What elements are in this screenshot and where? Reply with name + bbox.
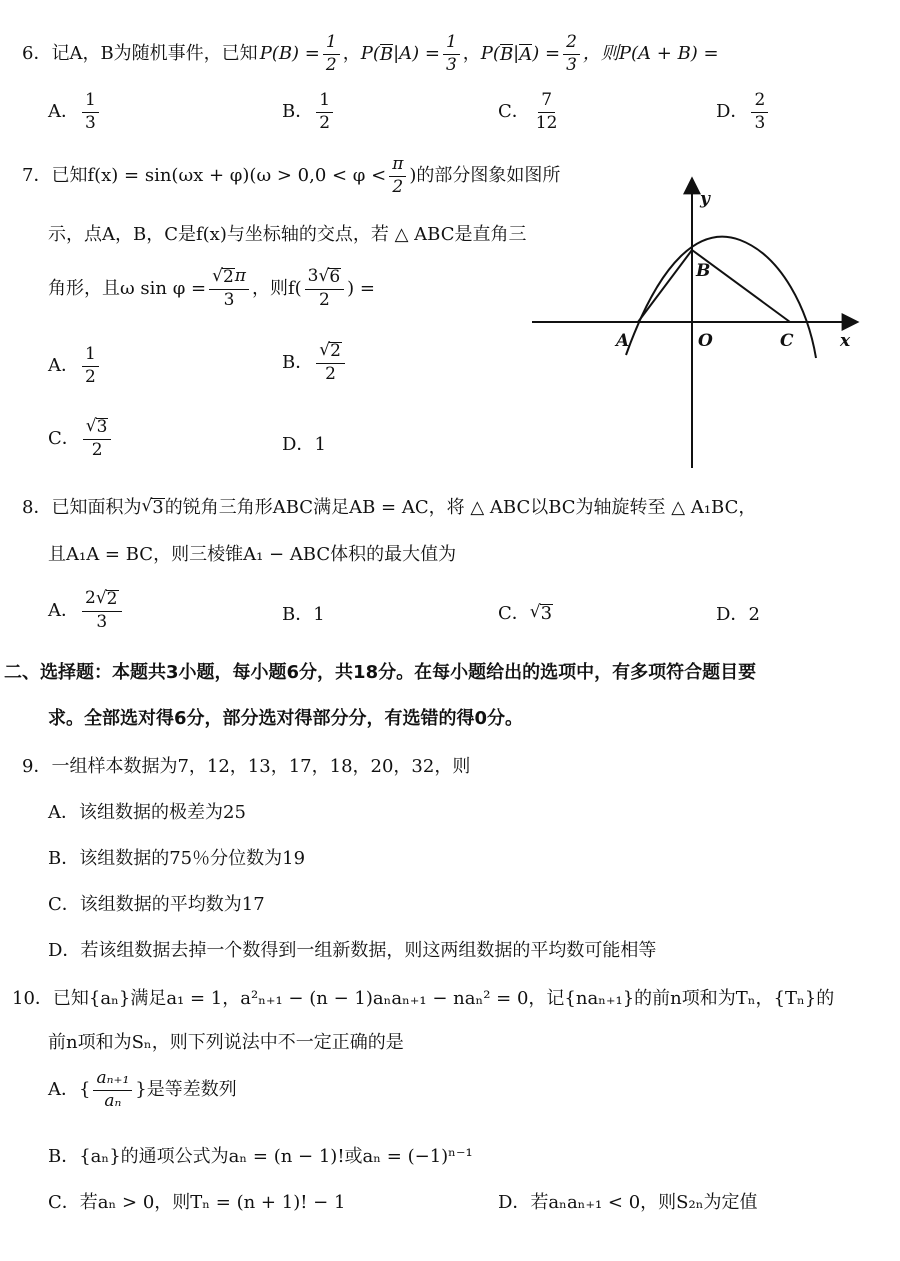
radical-sign: √	[85, 416, 97, 436]
q7-line-1	[22, 156, 560, 197]
q6-given-3-bar-2: A	[519, 44, 533, 66]
q6-given-3-mid: |	[513, 43, 520, 65]
q6-given-1-frac	[323, 34, 340, 75]
frac-den: aₙ	[104, 1090, 122, 1111]
option-text: 该组数据的75％分位数为19	[79, 848, 306, 869]
q6-stem-pre: 记A，B为随机事件，已知	[51, 43, 258, 65]
frac-den: 2	[85, 366, 96, 387]
q6-option-c	[498, 92, 563, 133]
q7-graph-figure	[520, 170, 870, 475]
radicand: 3	[96, 417, 108, 437]
q7-line-3	[48, 268, 375, 310]
q8-line-1-pre: 已知面积为	[51, 496, 142, 518]
radicand: 2	[222, 267, 234, 287]
q6-given-2	[361, 34, 463, 75]
option-text: 1	[314, 434, 326, 455]
q8-line-1	[22, 498, 756, 518]
q9-option-a	[48, 804, 246, 822]
frac-num: 1	[82, 92, 99, 113]
sqrt	[319, 342, 342, 361]
q6-given-1	[260, 34, 343, 75]
q7-line-1-post: )的部分图象如图所	[409, 165, 561, 187]
option-frac	[83, 418, 112, 460]
option-label: C．	[48, 894, 80, 915]
q6-option-a	[48, 92, 102, 133]
q8-option-c	[498, 604, 553, 624]
q7-line-3-frac	[209, 268, 249, 310]
frac-den: 3	[85, 112, 96, 133]
q8-line-1-post: 的锐角三角形ABC满足AB = AC，将 △ ABC以BC为轴旋转至 △ A₁BC，	[164, 496, 757, 518]
frac-num	[209, 268, 249, 290]
option-label: B．	[282, 604, 314, 625]
frac-num: aₙ₊₁	[93, 1070, 132, 1091]
frac-num: 1	[443, 34, 460, 55]
q6-given-3-bar-1: B	[499, 44, 514, 66]
q9-stem	[22, 758, 470, 776]
q10-option-b	[48, 1148, 473, 1166]
brace-open: {	[79, 1079, 91, 1101]
frac-num: 2	[563, 34, 580, 55]
frac-num	[305, 268, 345, 290]
frac-num	[82, 590, 122, 612]
q10-number: 10．	[12, 988, 53, 1009]
frac-den: 3	[445, 54, 457, 75]
q10-option-c	[48, 1194, 345, 1212]
q7-option-d	[282, 436, 326, 454]
frac-num: π	[389, 156, 406, 177]
frac-den: 3	[223, 289, 235, 310]
q7-line-3-post: ) =	[347, 277, 375, 299]
frac-num: 1	[323, 34, 340, 55]
q10-line-2: 前n项和为Sₙ，则下列说法中不一定正确的是	[48, 1032, 404, 1053]
radical-sign: √	[319, 340, 331, 360]
q7-option-a	[48, 346, 102, 387]
frac-den: 2	[325, 363, 336, 384]
label-x: x	[840, 331, 851, 351]
option-frac	[82, 92, 99, 133]
radicand: 2	[330, 341, 341, 361]
option-text: 若aₙaₙ₊₁ < 0，则S₂ₙ为定值	[530, 1192, 758, 1213]
q6-given-3-lhs-b: ) =	[532, 43, 561, 65]
frac-den: 3	[96, 611, 108, 632]
frac-den: 3	[754, 112, 766, 133]
frac-num	[83, 418, 112, 440]
q10-line-1	[12, 990, 834, 1008]
option-frac	[82, 346, 99, 387]
coef: 3	[307, 266, 319, 286]
q6-given-3-frac	[563, 34, 580, 75]
label-o: O	[698, 331, 713, 351]
sqrt	[212, 268, 235, 287]
q8-option-b	[282, 606, 325, 624]
option-label: A．	[48, 599, 79, 621]
option-frac	[93, 1070, 132, 1111]
frac-den: 2	[325, 54, 337, 75]
q7-option-b	[282, 342, 348, 384]
q9-option-d	[48, 942, 656, 960]
radical-sign: √	[141, 496, 153, 516]
q6-given-3-lhs-a: P(	[480, 43, 500, 65]
q8-number: 8．	[22, 496, 52, 518]
option-frac	[316, 92, 333, 133]
q6-sep: ，	[462, 43, 481, 65]
option-label: C．	[48, 427, 80, 449]
q6-number: 6．	[22, 43, 52, 65]
q6-stem	[22, 34, 719, 75]
q8-line-2: 且A₁A = BC，则三棱锥A₁ − ABC体积的最大值为	[48, 544, 457, 565]
radicand: 3	[152, 497, 164, 518]
label-c: C	[780, 331, 794, 351]
option-frac	[751, 92, 768, 133]
frac-den: 3	[566, 54, 577, 75]
q9-option-b	[48, 850, 305, 868]
option-text: }是等差数列	[135, 1079, 237, 1101]
q8-option-a	[48, 590, 125, 632]
option-label: B．	[48, 1146, 80, 1167]
q6-given-2-frac	[443, 34, 460, 75]
option-frac	[82, 590, 122, 632]
radical-sign: √	[529, 602, 541, 622]
q6-option-d	[716, 92, 771, 133]
option-text: 该组数据的平均数为17	[79, 894, 265, 915]
frac-den: 2	[319, 112, 331, 133]
q6-given-1-lhs: P(B) =	[259, 43, 320, 65]
option-label: D．	[716, 604, 749, 625]
q6-stem-end: ，则P(A + B) =	[582, 43, 719, 65]
radicand: 3	[540, 603, 553, 624]
frac-den: 2	[319, 289, 330, 310]
q7-line-3-pre: 角形，且ω sin φ =	[48, 277, 207, 299]
num-tail: π	[234, 266, 246, 286]
option-label: B．	[48, 848, 80, 869]
frac-den: 2	[91, 439, 103, 460]
segment-ab	[638, 250, 692, 322]
sqrt	[141, 498, 164, 518]
option-frac	[316, 342, 345, 384]
q10-line-1-text: 已知{aₙ}满足a₁ = 1，a²ₙ₊₁ − (n − 1)aₙaₙ₊₁ − naₙ² = 0，记{naₙ₊₁}的前n项和为Tₙ，{Tₙ}的	[52, 988, 835, 1009]
option-label: D．	[498, 1192, 531, 1213]
sqrt	[86, 418, 109, 437]
radical-sign: √	[95, 588, 107, 608]
frac-num: 1	[82, 346, 99, 367]
label-b: B	[696, 261, 711, 281]
coef: 2	[85, 588, 96, 608]
frac-num	[316, 342, 345, 364]
q6-given-2-lhs-b: |A) =	[393, 43, 440, 65]
q6-sep: ，	[342, 43, 361, 65]
label-y: y	[700, 189, 710, 209]
q7-line-1-pre: 已知f(x) = sin(ωx + φ)(ω > 0,0 < φ <	[51, 165, 387, 187]
option-text: 若该组数据去掉一个数得到一组新数据，则这两组数据的平均数可能相等	[80, 940, 657, 961]
frac-den: 2	[392, 176, 404, 197]
option-label: C．	[48, 1192, 80, 1213]
q7-number: 7．	[22, 165, 52, 187]
option-text: {aₙ}的通项公式为aₙ = (n − 1)!或aₙ = (−1)ⁿ⁻¹	[79, 1146, 473, 1167]
option-label: C．	[498, 101, 530, 123]
option-label: D．	[716, 101, 749, 123]
q7-line-3-arg	[305, 268, 345, 310]
q6-given-2-bar: B	[379, 44, 394, 66]
option-label: D．	[282, 434, 315, 455]
sqrt	[319, 268, 342, 287]
option-label: B．	[282, 101, 314, 123]
q9-stem-text: 一组样本数据为7，12，13，17，18，20，32，则	[51, 756, 471, 777]
q6-option-b	[282, 92, 336, 133]
option-label: D．	[48, 940, 81, 961]
option-label: B．	[282, 351, 314, 373]
q10-option-a	[48, 1070, 237, 1111]
option-label: A．	[48, 1079, 79, 1101]
option-text: 若aₙ > 0，则Tₙ = (n + 1)! − 1	[79, 1192, 346, 1213]
q6-given-2-lhs-a: P(	[360, 43, 380, 65]
option-text: 2	[748, 604, 760, 625]
option-frac	[533, 92, 561, 133]
option-label: A．	[48, 802, 79, 823]
sqrt	[530, 604, 553, 624]
option-label: C．	[498, 602, 530, 624]
radical-sign: √	[212, 266, 223, 286]
q8-option-d	[716, 606, 760, 624]
frac-num: 2	[751, 92, 768, 113]
frac-num: 7	[538, 92, 555, 113]
radicand: 2	[106, 589, 118, 609]
q7-line-2: 示，点A，B，C是f(x)与坐标轴的交点，若 △ ABC是直角三	[48, 224, 527, 245]
radicand: 6	[329, 267, 341, 287]
option-text: 1	[313, 604, 325, 625]
radical-sign: √	[318, 266, 330, 286]
section-2-line-1: 二、选择题：本题共3小题，每小题6分，共18分。在每小题给出的选项中，有多项符合题目要	[4, 662, 757, 683]
option-label: A．	[48, 101, 79, 123]
option-text: 该组数据的极差为25	[79, 802, 246, 823]
label-a: A	[616, 331, 630, 351]
frac-den: 12	[535, 112, 558, 133]
section-2-line-2: 求。全部选对得6分，部分选对得部分分，有选错的得0分。	[48, 708, 524, 729]
q7-option-c	[48, 418, 114, 460]
q10-option-d	[498, 1194, 758, 1212]
q9-option-c	[48, 896, 265, 914]
frac-num: 1	[316, 92, 333, 113]
q7-line-1-frac	[389, 156, 406, 197]
sqrt	[96, 590, 119, 609]
q7-line-3-mid: ，则f(	[251, 277, 302, 299]
q9-number: 9．	[22, 756, 52, 777]
option-label: A．	[48, 355, 79, 377]
q6-given-3	[481, 34, 583, 75]
